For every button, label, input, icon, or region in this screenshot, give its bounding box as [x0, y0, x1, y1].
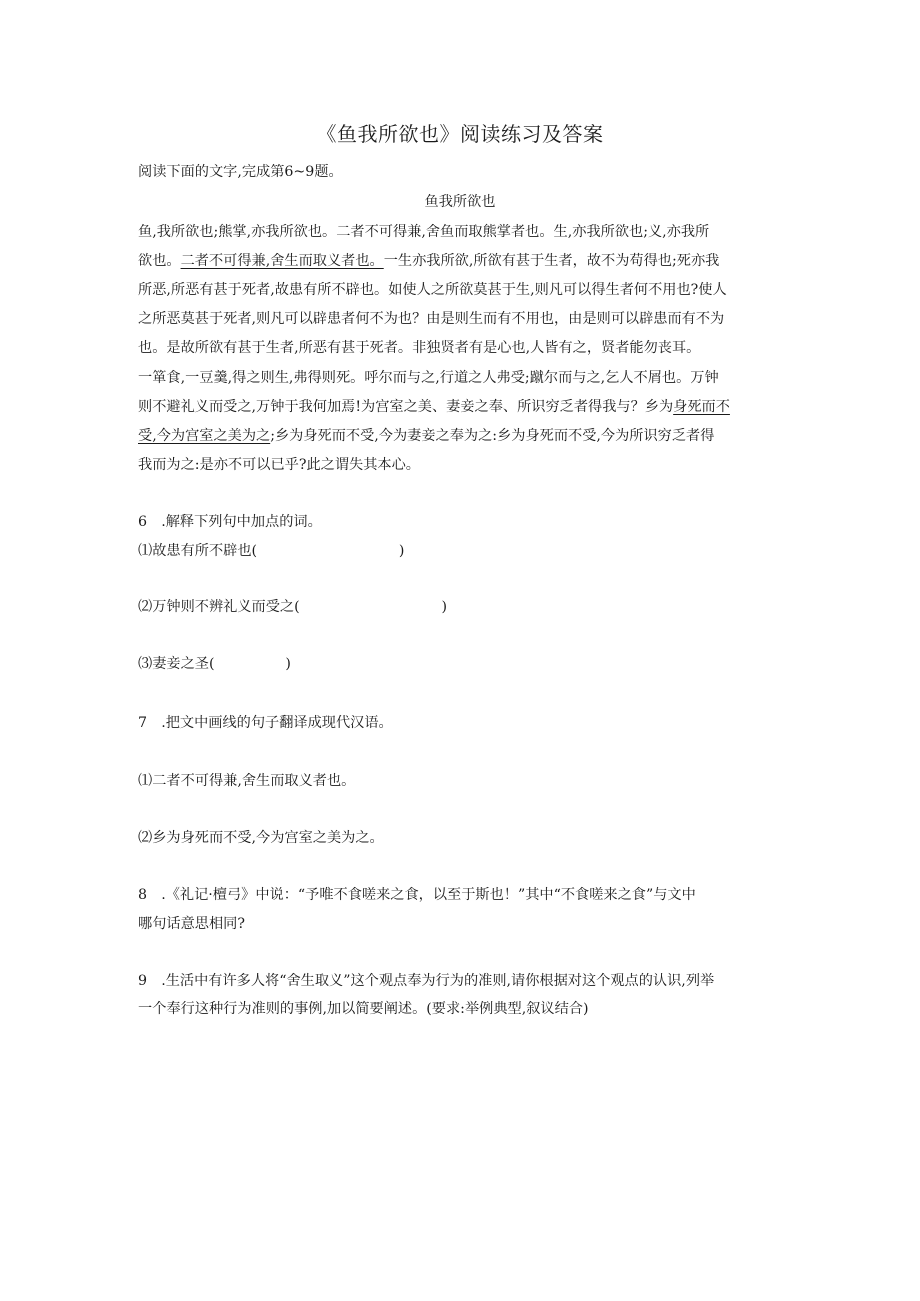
question-6-item-3: ⑶妻妾之圣( ): [138, 656, 291, 672]
passage-text: 一箪食,一豆羹,得之则生,弗得则死。呼尔而与之,行道之人弗受;蹴尔而与之,乞人不屑也。万钟: [138, 370, 719, 386]
question-9-line: 9 .生活中有许多人将“舍生取义”这个观点奉为行为的准则,请你根据对这个观点的认识,列举: [138, 973, 715, 989]
question-9-line: 一个奉行这种行为准则的事例,加以简要阐述。(要求:举例典型,叙议结合): [138, 1001, 589, 1017]
underlined-sentence-2: 受,今为宫室之美为之: [138, 428, 271, 444]
passage-text: 则不避礼义而受之,万钟于我何加焉!为宫室之美、妻妾之奉、所识穷乏者得我与？乡为: [138, 399, 674, 415]
question-7-item-2: ⑵乡为身死而不受,今为宫室之美为之。: [138, 830, 384, 846]
question-6-stem: 6 .解释下列句中加点的词。: [138, 514, 322, 530]
passage-line: [138, 309, 788, 329]
passage-line: [138, 280, 788, 300]
passage-line: [138, 251, 788, 271]
passage-text: 一生亦我所欲,所欲有甚于生者，故不为苟得也;死亦我: [383, 253, 720, 269]
question-7-stem: 7 .把文中画线的句子翻译成现代汉语。: [138, 715, 393, 731]
passage-text: ;乡为身死而不受,今为妻妾之奉为之:乡为身死而不受,今为所识穷乏者得: [270, 428, 715, 444]
question-7-item-1: ⑴二者不可得兼,舍生而取义者也。: [138, 773, 356, 789]
intro-text: 阅读下面的文字,完成第6~9题。: [138, 164, 343, 180]
document-title: 《鱼我所欲也》阅读练习及答案: [316, 122, 604, 146]
passage-text: 之所恶莫甚于死者,则凡可以辟患者何不为也？由是则生而有不用也，由是则可以辟患而有不为: [138, 311, 725, 327]
passage-text: 欲也。: [138, 253, 181, 269]
passage-line: [138, 222, 788, 242]
passage-line: [138, 426, 788, 446]
passage-line: [138, 338, 788, 358]
question-6-item-2: ⑵万钟则不辨礼义而受之( ): [138, 599, 448, 615]
passage-text: 也。是故所欲有甚于生者,所恶有甚于死者。非独贤者有是心也,人皆有之，贤者能勿丧耳。: [138, 340, 701, 356]
passage-line: [138, 455, 788, 475]
question-8-line: 哪句话意思相同?: [138, 916, 245, 932]
question-6-item-1: ⑴故患有所不辟也( ): [138, 543, 405, 559]
underlined-sentence-2: 身死而不: [673, 399, 730, 415]
passage-text: 我而为之:是亦不可以已乎?此之谓失其本心。: [138, 457, 420, 473]
passage-heading: 鱼我所欲也: [424, 194, 496, 210]
passage-text: 鱼,我所欲也;熊掌,亦我所欲也。二者不可得兼,舍鱼而取熊掌者也。生,亦我所欲也;义,亦我所: [138, 224, 710, 240]
question-8-line: 8 .《礼记·檀弓》中说：“予唯不食嗟来之食，以至于斯也！”其中“不食嗟来之食”与文中: [138, 887, 696, 903]
passage-line: [138, 368, 788, 388]
passage-text: 所恶,所恶有甚于死者,故患有所不辟也。如使人之所欲莫甚于生,则凡可以得生者何不用也?使人: [138, 282, 727, 298]
passage-line: [138, 397, 788, 417]
underlined-sentence-1: 二者不可得兼,舍生而取义者也。: [180, 253, 384, 269]
